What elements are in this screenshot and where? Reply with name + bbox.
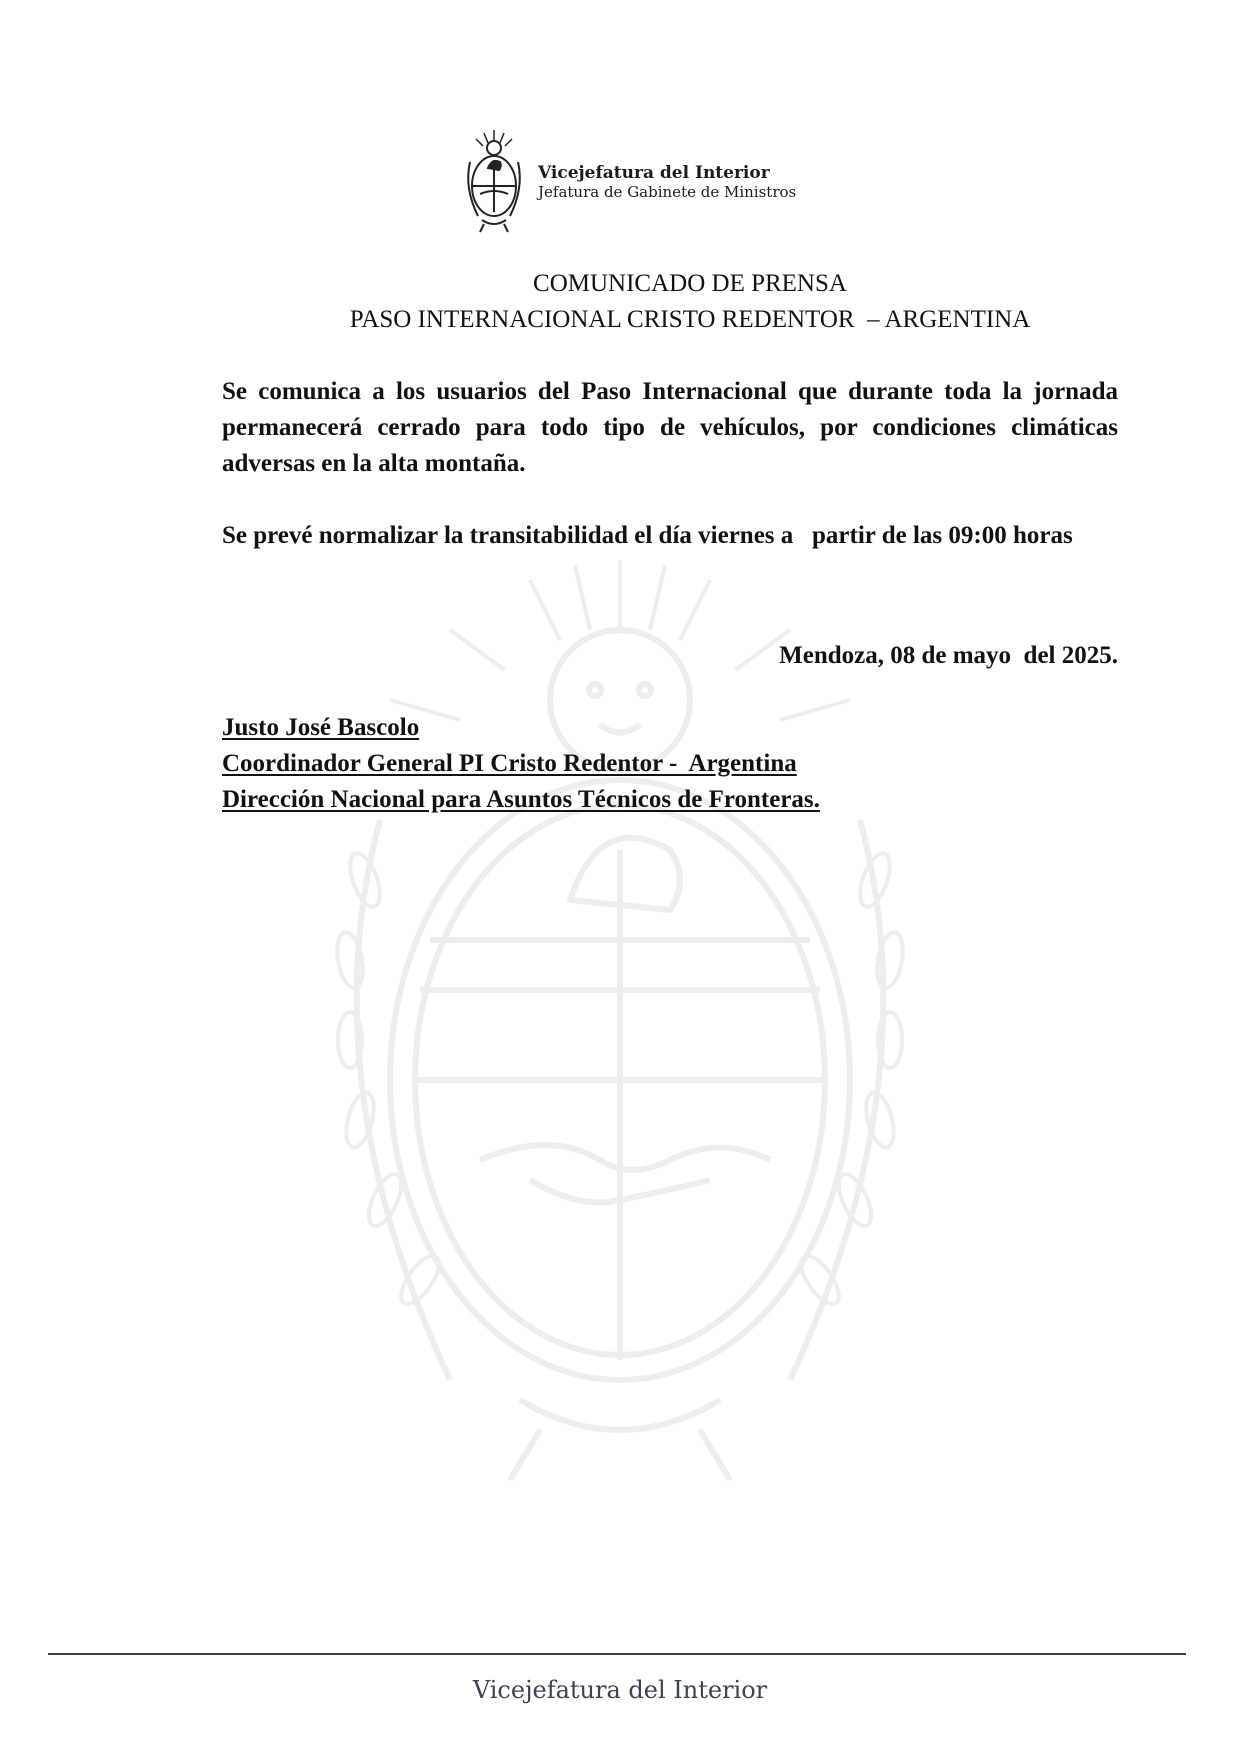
national-seal-icon bbox=[462, 128, 526, 236]
document-title: COMUNICADO DE PRENSA bbox=[533, 270, 847, 297]
header-logo bbox=[462, 128, 796, 236]
footer-text: Vicejefatura del Interior bbox=[472, 1676, 768, 1704]
org-subtitle: Jefatura de Gabinete de Ministros bbox=[538, 183, 797, 202]
signer-name: Justo José Bascolo bbox=[222, 714, 420, 741]
date-line: Mendoza, 08 de mayo del 2025. bbox=[779, 642, 1118, 669]
org-name: Vicejefatura del Interior bbox=[538, 162, 770, 183]
footer-divider bbox=[48, 1653, 1186, 1655]
document-subtitle: PASO INTERNACIONAL CRISTO REDENTOR – ARGENTINA bbox=[349, 306, 1031, 333]
signer-role: Coordinador General PI Cristo Redentor - Argentina bbox=[222, 750, 797, 777]
signature-block bbox=[222, 710, 820, 818]
signer-department: Dirección Nacional para Asuntos Técnicos de Fronteras. bbox=[222, 786, 820, 813]
body-paragraph-closure: Se comunica a los usuarios del Paso Internacional que durante toda la jornada permanecerá cerrado para todo tipo de vehículos, por condiciones climáticas adversas en la alta montaña. bbox=[222, 378, 1118, 477]
body-paragraph-reopening: Se prevé normalizar la transitabilidad el día viernes a partir de las 09:00 horas bbox=[222, 522, 1073, 549]
logo-text bbox=[538, 163, 796, 201]
